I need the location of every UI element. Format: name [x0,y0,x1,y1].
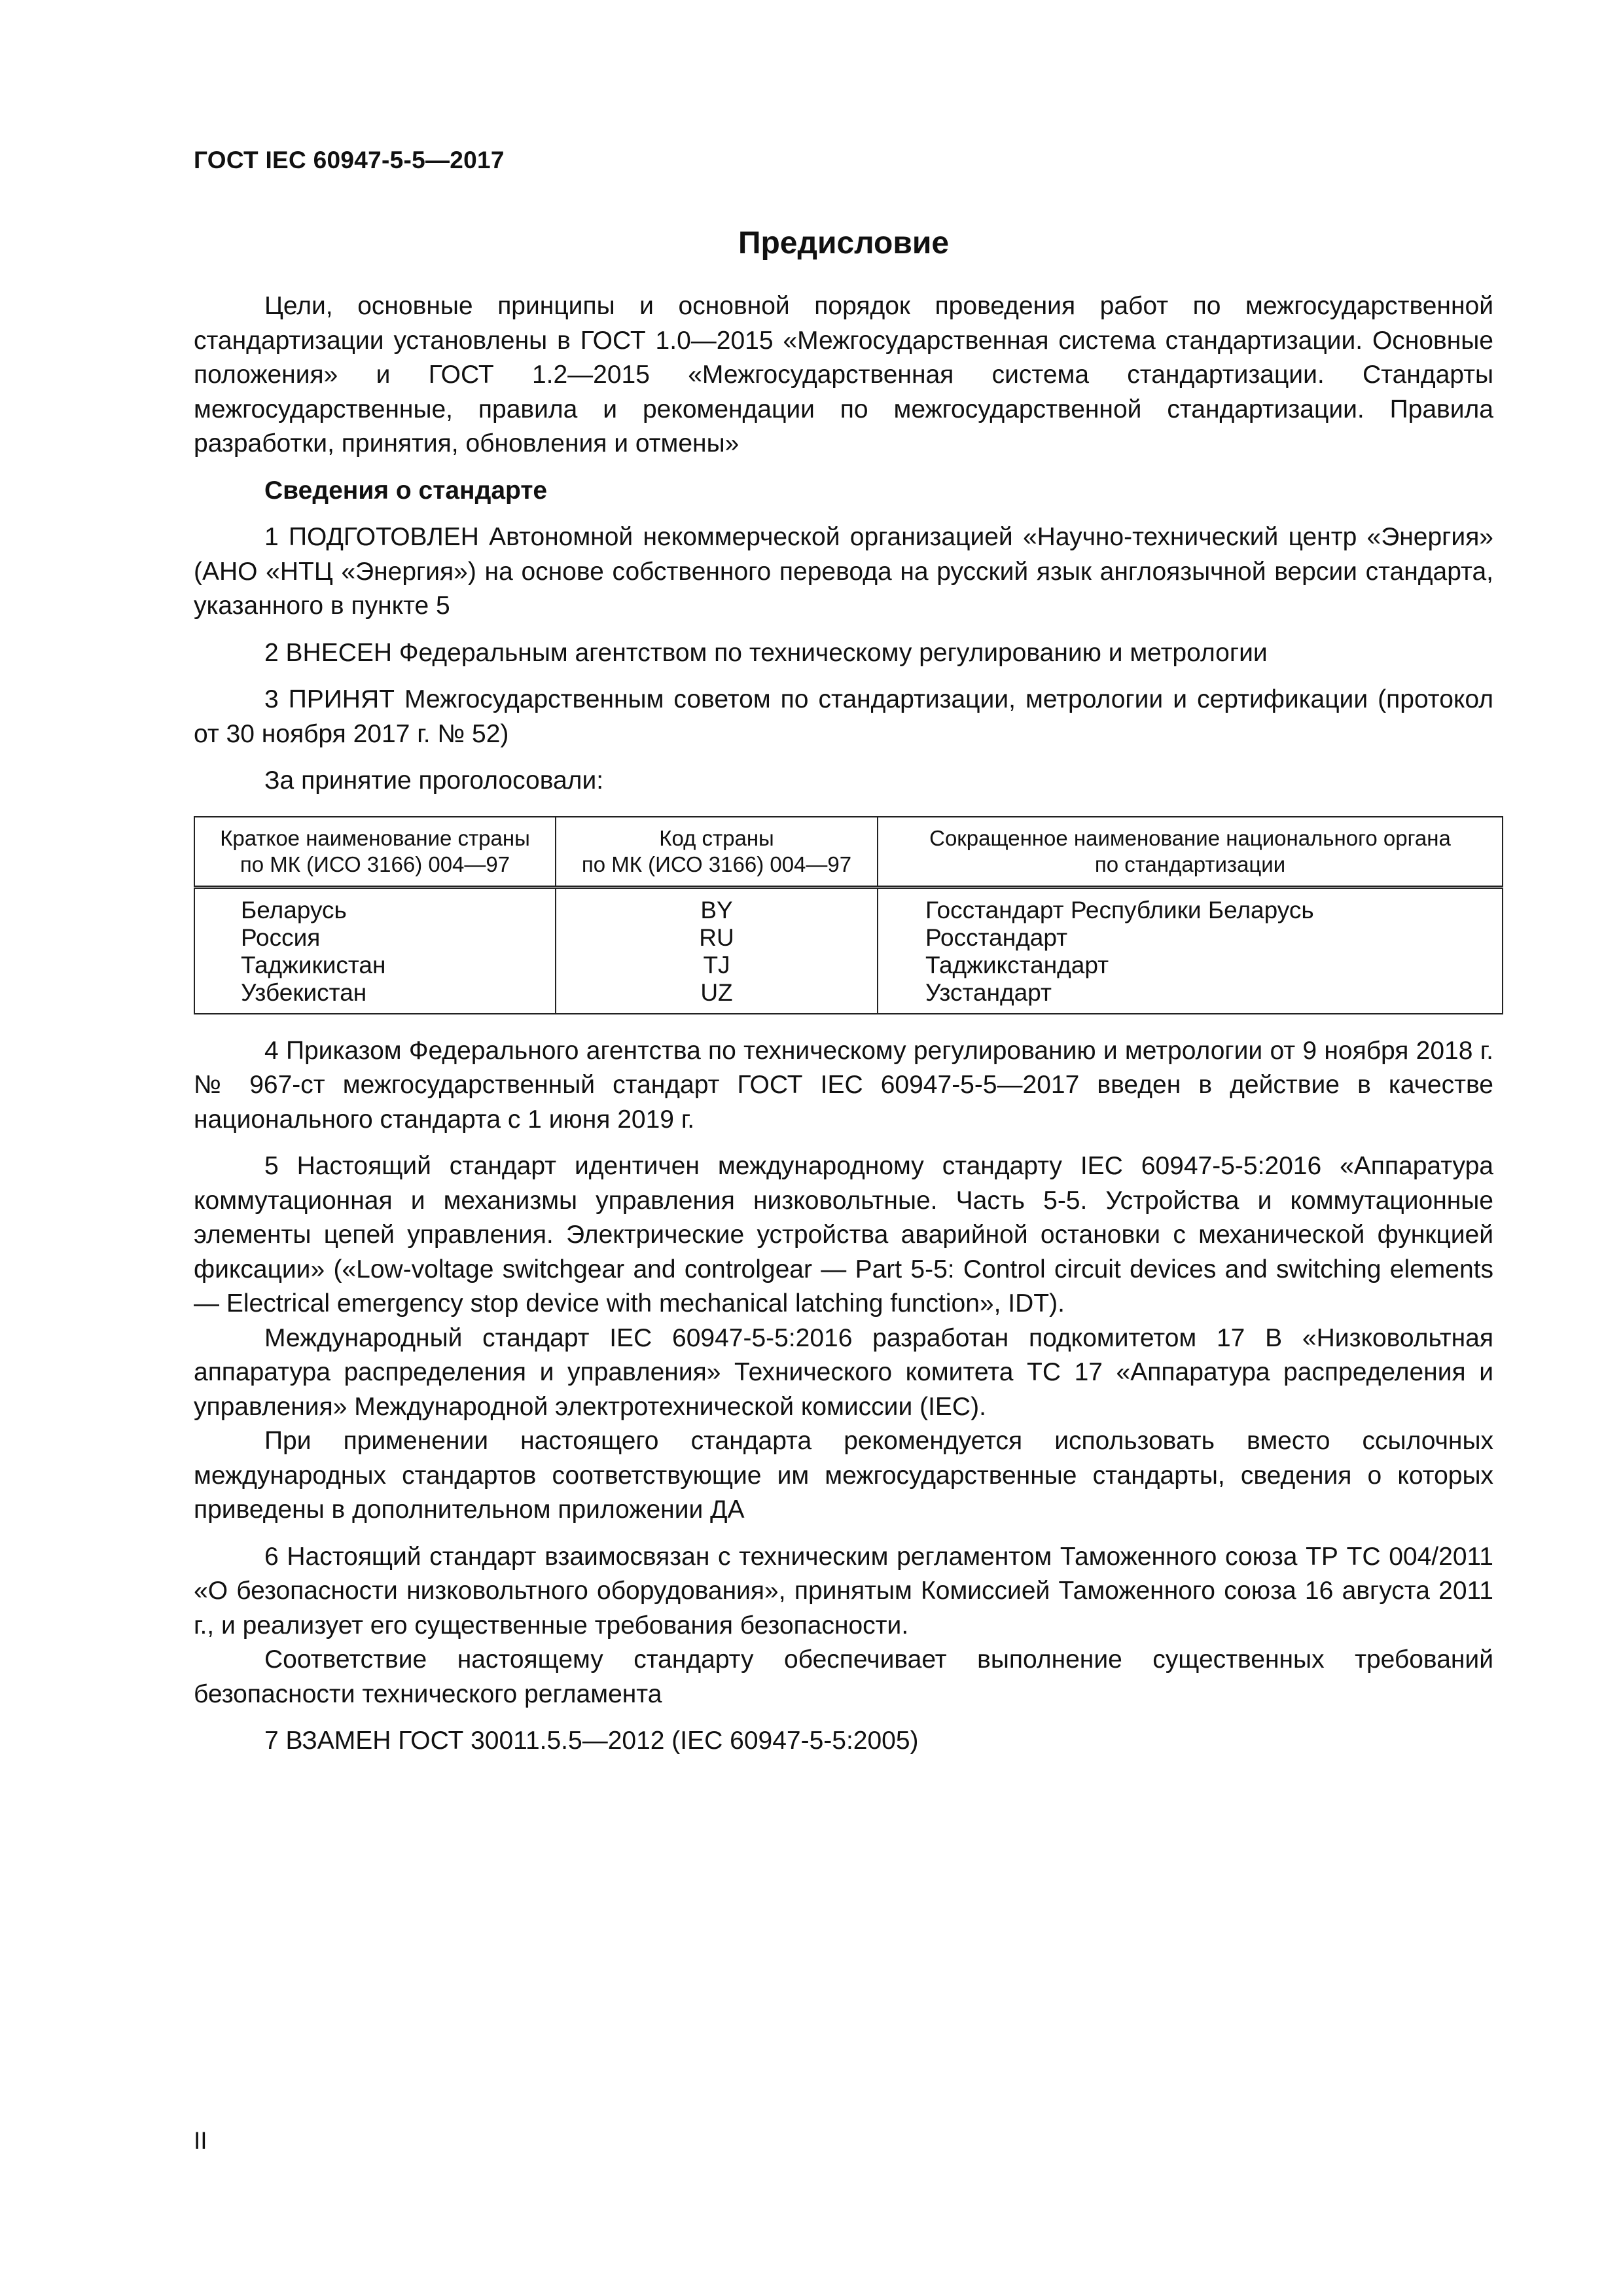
voting-table [194,816,1503,1014]
document-code-header: ГОСТ IEC 60947-5-5—2017 [194,147,505,173]
country-name-cell: Таджикистан [194,952,556,979]
paragraph-5-iec-origin: Международный стандарт IEC 60947-5-5:2016 разработан подкомитетом 17 В «Низковольтная аппаратура распределения и управления» Технического комитета ТС 17 «Аппаратура распределения и управления» Международной электротехнической комиссии (IEC). [194,1323,1493,1421]
national-body-cell: Росстандарт [878,924,1503,952]
country-name-cell: Узбекистан [194,979,556,1014]
paragraph-6-compliance: Соответствие настоящему стандарту обеспечивает выполнение существенных требований безопасности технического регламента [194,1645,1493,1708]
paragraph-3: 3 ПРИНЯТ Межгосударственным советом по стандартизации, метрологии и сертификации (протокол от 30 ноября 2017 г. № 52) [194,685,1493,748]
national-body-cell: Узстандарт [878,979,1503,1014]
country-code-cell: UZ [556,979,878,1014]
header-country-code: Код страны по МК (ИСО 3166) 004—97 [556,817,878,888]
paragraph-2: 2 ВНЕСЕН Федеральным агентством по техническому регулированию и метрологии [264,638,1268,667]
table-row [194,887,1503,924]
paragraph-1: 1 ПОДГОТОВЛЕН Автономной некоммерческой организацией «Научно-технический центр «Энергия» (АНО «НТЦ «Энергия») на основе собственного перевода на русский язык англоязычной версии стандарта, указанного в пункте 5 [194,523,1493,620]
vote-intro: За принятие проголосовали: [264,766,604,795]
country-name-cell: Беларусь [194,887,556,924]
header-national-body: Сокращенное наименование национального органа по стандартизации [878,817,1503,888]
table-header-row [194,817,1503,888]
paragraph-5-application: При применении настоящего стандарта рекомендуется использовать вместо ссылочных международных стандартов соответствующие им межгосударственные стандарты, сведения о которых приведены в дополнительном приложении ДА [194,1427,1493,1524]
country-code-cell: TJ [556,952,878,979]
section-subheading: Сведения о стандарте [264,476,548,505]
page-title: Предисловие [738,226,950,260]
table-row [194,924,1503,952]
country-code-cell: RU [556,924,878,952]
table-row [194,979,1503,1014]
paragraph-7: 7 ВЗАМЕН ГОСТ 30011.5.5—2012 (IEC 60947-5-5:2005) [264,1727,919,1755]
paragraph-5: 5 Настоящий стандарт идентичен международному стандарту IEC 60947-5-5:2016 «Аппаратура коммутационная и механизмы управления низковольтные. Часть 5-5. Устройства и коммутационные элементы цепей управления. Электрические устройства аварийной остановки с механической функцией фиксации» («Low-voltage switchgear and controlgear — Part 5-5: Control circuit devices and switching elements — Electrical emergency stop device with mechanical latching function», IDT). [194,1152,1493,1318]
country-name-cell: Россия [194,924,556,952]
document-body [194,289,1493,1759]
paragraph-4: 4 Приказом Федерального агентства по техническому регулированию и метрологии от 9 ноября 2018 г. № 967-ст межгосударственный стандарт ГОСТ IEC 60947-5-5—2017 введен в действие в качестве национального стандарта с 1 июня 2019 г. [194,1036,1493,1134]
page-number: II [194,2127,207,2154]
table-row [194,952,1503,979]
country-code-cell: BY [556,887,878,924]
paragraph-6: 6 Настоящий стандарт взаимосвязан с техническим регламентом Таможенного союза ТР ТС 004/2011 «О безопасности низковольтного оборудования», принятым Комиссией Таможенного союза 16 августа 2011 г., и реализует его существенные требования безопасности. [194,1542,1493,1640]
national-body-cell: Таджикстандарт [878,952,1503,979]
national-body-cell: Госстандарт Республики Беларусь [878,887,1503,924]
header-country-name: Краткое наименование страны по МК (ИСО 3166) 004—97 [194,817,556,888]
intro-paragraph: Цели, основные принципы и основной порядок проведения работ по межгосударственной стандартизации установлены в ГОСТ 1.0—2015 «Межгосударственная система стандартизации. Основные положения» и ГОСТ 1.2—2015 «Межгосударственная система стандартизации. Стандарты межгосударственные, правила и рекомендации по межгосударственной стандартизации. Правила разработки, принятия, обновления и отмены» [194,292,1493,457]
